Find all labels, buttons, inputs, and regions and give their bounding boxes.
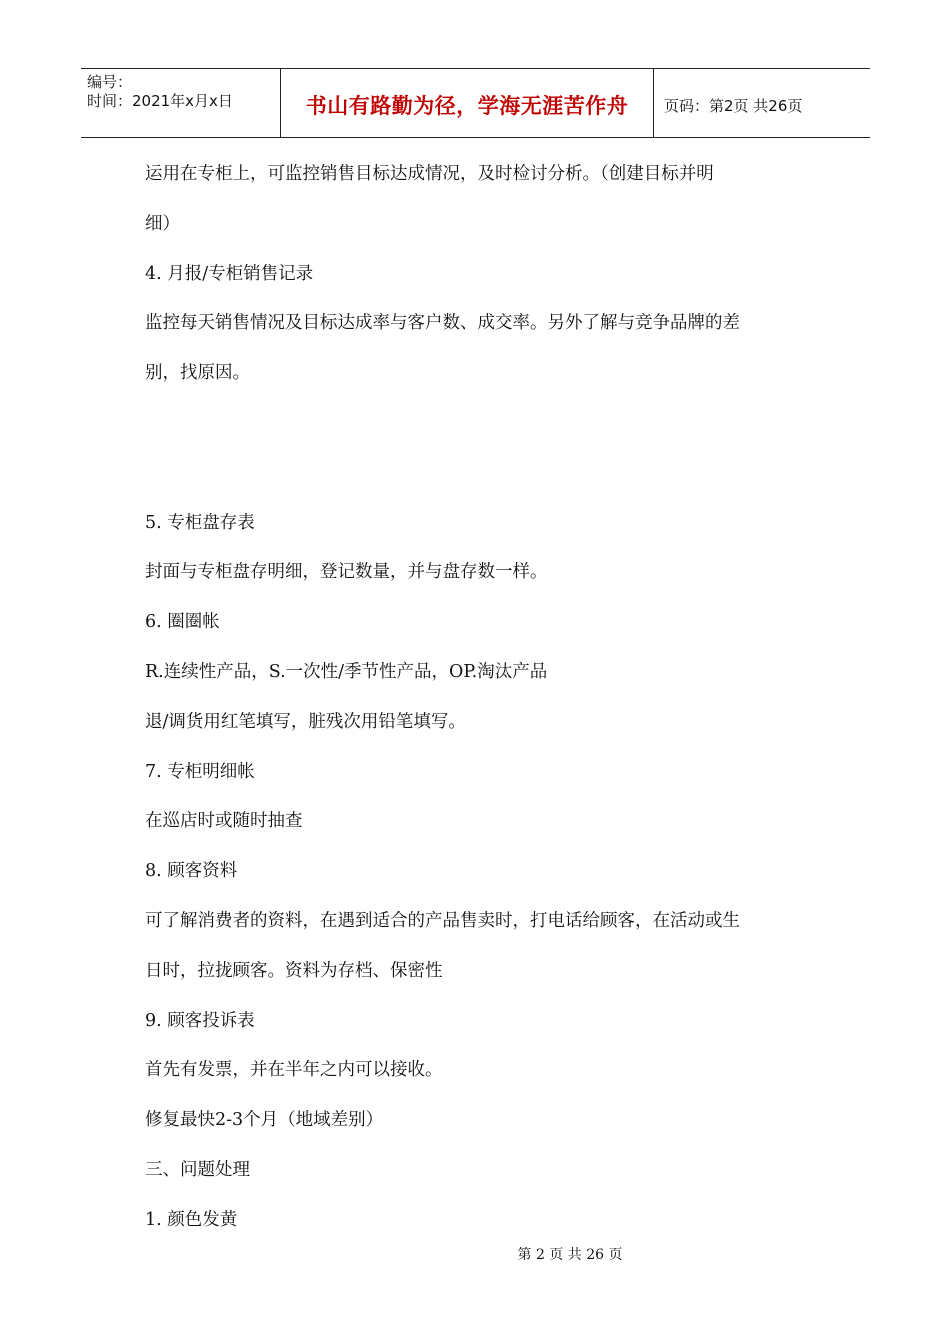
header-meta	[81, 69, 281, 137]
blank-space	[145, 399, 805, 499]
body-line: 退/调货用红笔填写，脏残次用铅笔填写。	[145, 711, 466, 732]
header-page-info: 页码：第2页 共26页	[664, 96, 803, 115]
body-line: 在巡店时或随时抽查	[145, 811, 303, 832]
body-line: 首先有发票，并在半年之内可以接收。	[145, 1060, 443, 1081]
body-line: 可了解消费者的资料，在遇到适合的产品售卖时，打电话给顾客，在活动或生	[145, 910, 740, 931]
body-line: 别，找原因。	[145, 363, 250, 384]
body-line: 运用在专柜上，可监控销售目标达成情况，及时检讨分析。（创建目标并明	[145, 164, 714, 184]
section-heading: 7. 专柜明细帐	[145, 761, 255, 782]
section-heading: 9. 顾客投诉表	[145, 1010, 255, 1031]
body-line: R.连续性产品，S.一次性/季节性产品，OP.淘汰产品	[145, 661, 548, 682]
page-footer: 第 2 页 共 26 页	[517, 1247, 623, 1263]
header-motto: 书山有路勤为径，学海无涯苦作舟	[281, 69, 654, 137]
body-line: 封面与专柜盘存明细，登记数量，并与盘存数一样。	[145, 562, 548, 583]
section-heading: 4. 月报/专柜销售记录	[145, 263, 314, 284]
body-line: 细）	[145, 213, 180, 234]
document-date: 时间：2021年x月x日	[87, 92, 233, 110]
chapter-heading: 三、问题处理	[145, 1159, 250, 1180]
section-heading: 5. 专柜盘存表	[145, 512, 255, 533]
body-line: 监控每天销售情况及目标达成率与客户数、成交率。另外了解与竞争品牌的差	[145, 313, 740, 334]
document-number-label: 编号：	[87, 73, 133, 91]
section-heading: 6. 圈圈帐	[145, 612, 220, 633]
body-line: 修复最快2-3个月（地域差别）	[145, 1110, 384, 1131]
document-body	[145, 150, 805, 1246]
body-line: 日时，拉拢顾客。资料为存档、保密性	[145, 960, 443, 981]
page-header	[81, 68, 870, 138]
section-heading: 1. 颜色发黄	[145, 1209, 238, 1230]
section-heading: 8. 顾客资料	[145, 861, 238, 882]
